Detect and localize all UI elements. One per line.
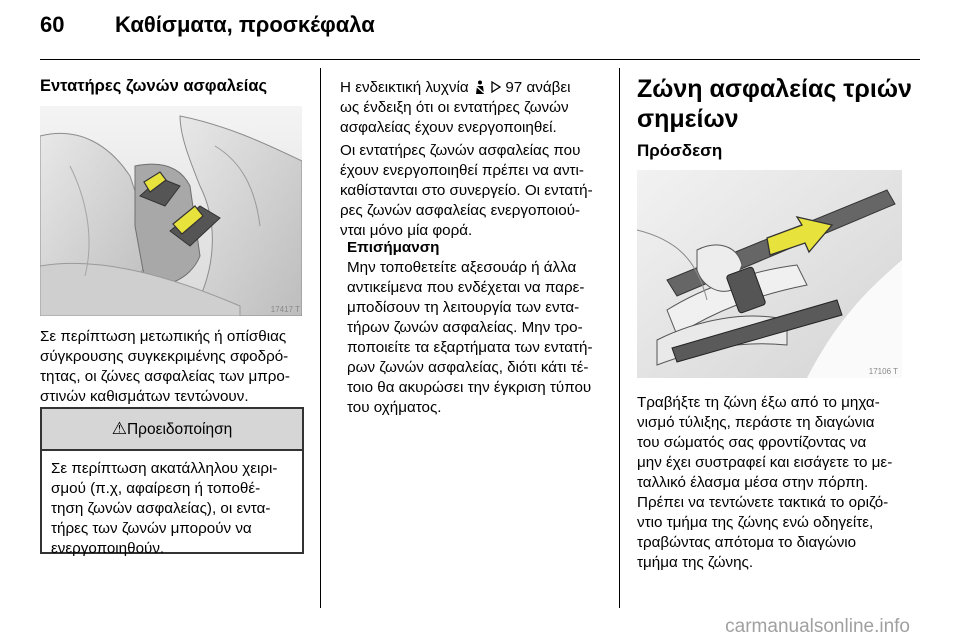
column-divider-left [320, 68, 321, 608]
warning-title: Προειδοποίηση [126, 421, 233, 438]
activated-paragraph [340, 141, 615, 241]
section-heading-pretensioners: Εντατήρες ζωνών ασφαλείας [40, 77, 268, 95]
text-line: ταλλικό έλασμα μέσα στην πόρπη. [637, 474, 869, 491]
heading-line: Ζώνη ασφαλείας τριών [637, 75, 912, 103]
text-line: μην έχει συστραφεί και εισάγετε το με- [637, 454, 893, 471]
text-line: Πρέπει να τεντώνετε τακτικά το οριζό- [637, 494, 889, 511]
warning-triangle-icon: ⚠ [111, 419, 127, 438]
text-line: ρες ζωνών ασφαλείας ενεργοποιού- [340, 202, 581, 219]
page-reference-text: 97 ανάβει [505, 79, 571, 96]
header-rule [40, 59, 920, 60]
text-line: ενεργοποιηθούν. [51, 540, 165, 557]
text-line: τραβώντας απότομα το διαγώνιο [637, 534, 857, 551]
note-title: Επισήμανση [347, 239, 440, 256]
text-line: τηση ζωνών ασφαλείας), οι εντα- [51, 500, 271, 517]
text-line: νται μόνο μία φορά. [340, 222, 473, 239]
image-label: 17417 T [270, 305, 300, 314]
text-line: Μην τοποθετείτε αξεσουάρ ή άλλα [347, 259, 577, 276]
text-line: αντικείμενα που ενδέχεται να παρε- [347, 279, 585, 296]
column-divider-right [619, 68, 620, 608]
text-line: καθίστανται στο συνεργείο. Οι εντατή- [340, 182, 593, 199]
fastening-paragraph [637, 393, 922, 573]
pretensioner-illustration [40, 106, 302, 316]
belt-fastening-illustration [637, 170, 902, 378]
text-line [340, 78, 610, 98]
text-line: Σε περίπτωση μετωπικής ή οπίσθιας [40, 328, 287, 345]
text-fragment: Η ενδεικτική λυχνία [340, 79, 469, 96]
text-line: τητας, οι ζώνες ασφαλείας των μπρο- [40, 368, 290, 385]
text-line: τήρων ζωνών ασφαλείας. Μην τρο- [347, 319, 583, 336]
warning-body [42, 451, 302, 567]
page-number: 60 [40, 12, 65, 37]
text-line: Τραβήξτε τη ζώνη έξω από το μηχα- [637, 394, 880, 411]
heading-line: σημείων [637, 105, 739, 133]
text-line: τοιο θα ακυρώσει την έγκριση τύπου [347, 379, 592, 396]
text-line: ασφαλείας έχουν ενεργοποιηθεί. [340, 119, 557, 136]
text-line: έχουν ενεργοποιηθεί πρέπει να αντι- [340, 162, 584, 179]
warning-box [40, 407, 304, 557]
image-label: 17106 T [868, 367, 898, 376]
text-line: ποποιείτε τα εξαρτήματα των εντατή- [347, 339, 593, 356]
subheading-fastening: Πρόσδεση [637, 141, 723, 160]
section-heading-three-point-belt [637, 74, 912, 134]
text-line: σμού (π.χ, αφαίρεση ή τοποθέ- [51, 480, 261, 497]
text-line: ρων ζωνών ασφαλείας, διότι κάτι τέ- [347, 359, 589, 376]
text-line: τήρες των ζωνών μπορούν να [51, 520, 252, 537]
text-line: στινών καθισμάτων τεντώνουν. [40, 388, 249, 405]
text-line: σύγκρουσης συγκεκριμένης σφοδρό- [40, 348, 289, 365]
indicator-paragraph [340, 78, 610, 138]
seat-buckle-image [40, 106, 302, 316]
text-line: ως ένδειξη ότι οι εντατήρες ζωνών [340, 99, 569, 116]
watermark: carmanualsonline.info [725, 616, 910, 637]
note-block [347, 238, 615, 418]
text-line: του σώματός σας φροντίζοντας να [637, 434, 867, 451]
text-line: νισμό τύλιξης, περάστε τη διαγώνια [637, 414, 875, 431]
text-line: Οι εντατήρες ζωνών ασφαλείας που [340, 142, 581, 159]
chapter-title: Καθίσματα, προσκέφαλα [115, 12, 375, 37]
seatbelt-warning-icon [473, 80, 487, 94]
text-line: Σε περίπτωση ακατάλληλου χειρι- [51, 460, 278, 477]
page-reference-icon [491, 79, 501, 91]
warning-header [42, 409, 302, 451]
text-line: μποδίσουν τη λειτουργία των εντα- [347, 299, 580, 316]
text-line: του οχήματος. [347, 399, 442, 416]
text-line: τμήμα της ζώνης. [637, 554, 754, 571]
text-line: ντιο τμήμα της ζώνης ενώ οδηγείτε, [637, 514, 874, 531]
belt-hand-image [637, 170, 902, 378]
pretensioner-paragraph [40, 327, 310, 407]
